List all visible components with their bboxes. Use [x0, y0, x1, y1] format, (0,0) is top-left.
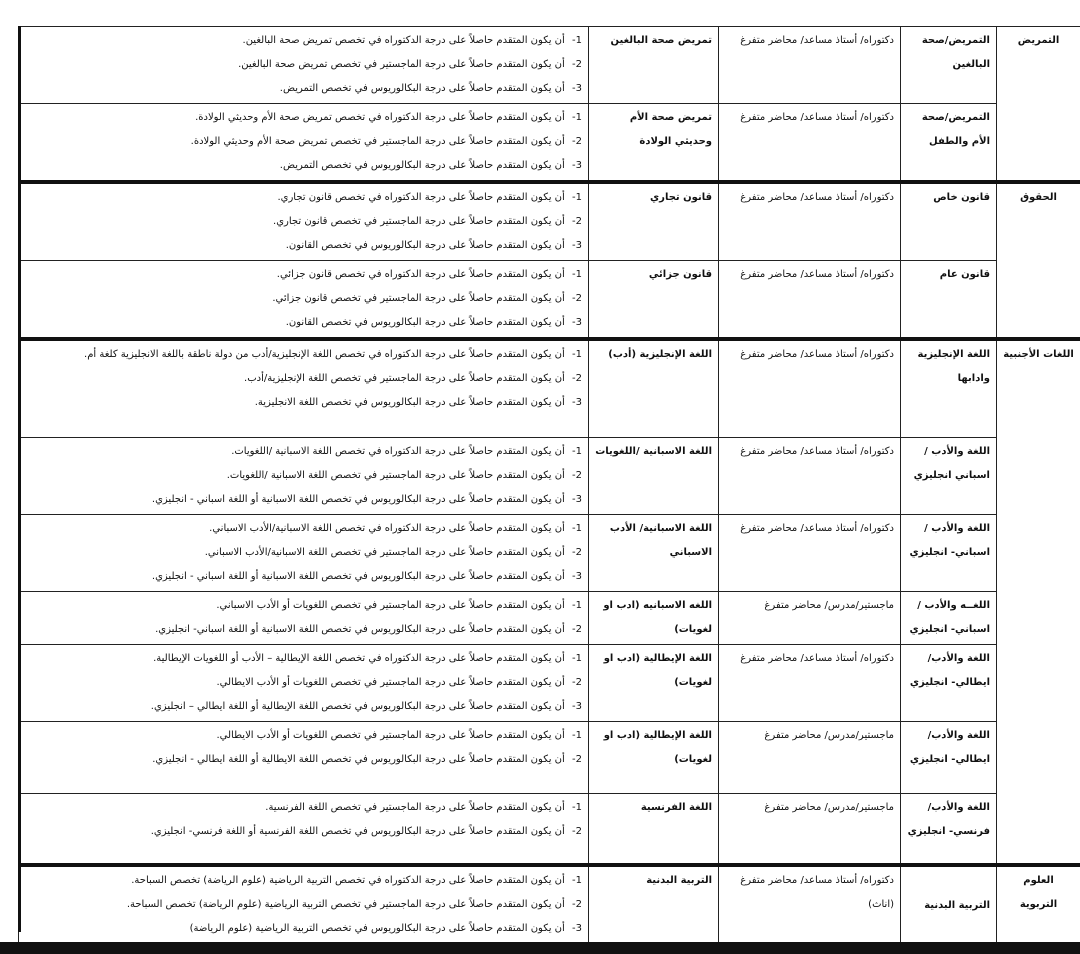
rank-cell: دكتوراه/ أستاذ مساعد/ محاضر متفرغ — [719, 644, 901, 721]
rank-cell: دكتوراه/ أستاذ مساعد/ محاضر متفرغ — [719, 27, 901, 104]
requirements-cell — [19, 27, 589, 104]
requirement-line: 3- أن يكون المتقدم حاصلاً على درجة البكالوريوس في تخصص القانون. — [285, 240, 582, 251]
requirement-line: 3- أن يكون المتقدم حاصلاً على درجة البكالوريوس في تخصص اللغة الاسبانية أو اللغة اسباني - انجليزي. — [151, 570, 582, 582]
requirement-line: 2- أن يكون المتقدم حاصلاً على درجة البكالوريوس في تخصص اللغة الاسبانية أو اللغة اسباني- انجليزي. — [155, 623, 582, 635]
requirements-cell — [19, 591, 589, 644]
requirement-line: 1- أن يكون المتقدم حاصلاً على درجة الدكتوراه في تخصص اللغة الإيطالية – الأدب أو اللغويات الإيطالية. — [153, 652, 582, 664]
department-cell: اللغــه والأدب / اسباني- انجليزي — [901, 591, 997, 644]
specialization-cell: قانون تجاري — [589, 182, 719, 261]
requirement-line: 1- أن يكون المتقدم حاصلاً على درجة الدكتوراه في تخصص تمريض صحة الأم وحديثي الولادة. — [195, 112, 582, 123]
rank-cell: ماجستير/مدرس/ محاضر متفرغ — [719, 591, 901, 644]
requirement-line: 2- أن يكون المتقدم حاصلاً على درجة البكالوريوس في تخصص اللغة الايطالية أو اللغة ايطالي - انجليزي. — [152, 753, 582, 765]
requirement-line: 2- أن يكون المتقدم حاصلاً على درجة الماجستير في تخصص التربية الرياضية (علوم الرياضة) تخصص السباحة. — [126, 899, 582, 910]
requirement-line: 1- أن يكون المتقدم حاصلاً على درجة الدكتوراه في تخصص التربية الرياضية (علوم الرياضة) تخصص السباحة. — [131, 875, 582, 886]
specialization-cell: اللغة الإيطالية (ادب او لغويات) — [589, 644, 719, 721]
requirements-cell — [19, 721, 589, 793]
requirement-line: 3- أن يكون المتقدم حاصلاً على درجة البكالوريوس في تخصص التمريض. — [279, 160, 582, 171]
requirement-line: 3- أن يكون المتقدم حاصلاً على درجة البكالوريوس في تخصص القانون. — [285, 317, 582, 328]
requirements-cell — [19, 261, 589, 340]
department-cell: التربية البدنية — [901, 865, 997, 945]
requirements-table — [18, 26, 1080, 946]
requirements-cell — [19, 644, 589, 721]
requirement-line: 2- أن يكون المتقدم حاصلاً على درجة البكالوريوس في تخصص اللغة الفرنسية أو اللغة فرنسي- انجليزي. — [150, 825, 582, 837]
requirements-cell — [19, 182, 589, 261]
department-cell: اللغة والأدب / اسباني- انجليزي — [901, 514, 997, 591]
table-row — [19, 437, 1080, 514]
rank-cell: دكتوراه/ أستاذ مساعد/ محاضر متفرغ — [719, 261, 901, 340]
page-left-border — [18, 26, 21, 932]
specialization-cell: التربية البدنية — [589, 865, 719, 945]
college-cell: العلوم التربوية — [997, 865, 1080, 945]
table-row — [19, 339, 1080, 437]
requirement-line: 1- أن يكون المتقدم حاصلاً على درجة الدكتوراه في تخصص اللغة الإنجليزية/أدب من دولة ناطقة باللغة الانجليزية كلغة أم. — [84, 349, 582, 360]
page-bottom-bar — [0, 942, 1080, 954]
college-cell: اللغات الأجنبية — [997, 339, 1080, 865]
specialization-cell: اللغة الإنجليزية (أدب) — [589, 339, 719, 437]
requirement-line: 2- أن يكون المتقدم حاصلاً على درجة الماجستير في تخصص قانون تجاري. — [273, 216, 582, 227]
rank-cell: دكتوراه/ أستاذ مساعد/ محاضر متفرغ — [719, 437, 901, 514]
table-row — [19, 27, 1080, 104]
requirement-line: 1- أن يكون المتقدم حاصلاً على درجة الماجستير في تخصص اللغويات أو الأدب الايطالي. — [216, 729, 582, 741]
rank-cell: دكتوراه/ أستاذ مساعد/ محاضر متفرغ — [719, 514, 901, 591]
requirement-line: 2- أن يكون المتقدم حاصلاً على درجة الماجستير في تخصص اللغة الإنجليزية/أدب. — [244, 373, 582, 384]
requirement-line: 2- أن يكون المتقدم حاصلاً على درجة الماجستير في تخصص اللغة الاسبانية/الأدب الاسباني. — [204, 546, 582, 558]
requirement-line: 2- أن يكون المتقدم حاصلاً على درجة الماجستير في تخصص اللغويات أو الأدب الايطالي. — [216, 676, 582, 688]
department-cell: اللغة والأدب/ايطالي- انجليزي — [901, 721, 997, 793]
requirement-line: 1- أن يكون المتقدم حاصلاً على درجة الدكتوراه في تخصص قانون جزائي. — [276, 269, 582, 280]
requirement-line: 3- أن يكون المتقدم حاصلاً على درجة البكالوريوس في تخصص اللغة الانجليزية. — [254, 397, 582, 408]
requirement-line: 3- أن يكون المتقدم حاصلاً على درجة البكالوريوس في تخصص اللغة الإيطالية أو اللغة ايطالي – انجليزي. — [150, 700, 582, 712]
specialization-cell: تمريض صحة البالغين — [589, 27, 719, 104]
rank-cell: دكتوراه/ أستاذ مساعد/ محاضر متفرغ — [719, 182, 901, 261]
table-row — [19, 104, 1080, 183]
requirement-line: 2- أن يكون المتقدم حاصلاً على درجة الماجستير في تخصص قانون جزائي. — [272, 293, 582, 304]
specialization-cell: اللغه الاسبانيه (ادب او لغويات) — [589, 591, 719, 644]
requirements-cell — [19, 793, 589, 865]
department-cell: اللغة والأدب/ايطالي- انجليزي — [901, 644, 997, 721]
college-cell: الحقوق — [997, 182, 1080, 339]
rank-cell: دكتوراه/ أستاذ مساعد/ محاضر متفرغ — [719, 104, 901, 183]
department-cell: التمريض/صحة الأم والطفل — [901, 104, 997, 183]
requirement-line: 1- أن يكون المتقدم حاصلاً على درجة الدكتوراه في تخصص تمريض صحة البالغين. — [242, 35, 582, 46]
requirement-line: 3- أن يكون المتقدم حاصلاً على درجة البكالوريوس في تخصص اللغة الاسبانية أو اللغة اسباني - انجليزي. — [151, 493, 582, 505]
college-cell: التمريض — [997, 27, 1080, 183]
table-row — [19, 514, 1080, 591]
requirements-cell — [19, 104, 589, 183]
specialization-cell: اللغة الإيطالية (ادب او لغويات) — [589, 721, 719, 793]
specialization-cell: تمريض صحة الأم وحديثي الولادة — [589, 104, 719, 183]
department-cell: اللغة والأدب / اسباني انجليزي — [901, 437, 997, 514]
requirement-line: 2- أن يكون المتقدم حاصلاً على درجة الماجستير في تخصص تمريض صحة البالغين. — [238, 59, 582, 70]
requirements-cell — [19, 437, 589, 514]
rank-cell: ماجستير/مدرس/ محاضر متفرغ — [719, 721, 901, 793]
rank-cell: ماجستير/مدرس/ محاضر متفرغ — [719, 793, 901, 865]
requirements-cell — [19, 865, 589, 945]
specialization-cell: اللغة الاسبانية/ الأدب الاسباني — [589, 514, 719, 591]
specialization-cell: اللغة الفرنسية — [589, 793, 719, 865]
rank-cell: دكتوراه/ أستاذ مساعد/ محاضر متفرغ — [719, 339, 901, 437]
department-cell: اللغة الإنجليزية وادابها — [901, 339, 997, 437]
department-cell: اللغة والأدب/فرنسي- انجليزي — [901, 793, 997, 865]
table-row — [19, 591, 1080, 644]
specialization-cell: اللغة الاسبانية /اللغويات — [589, 437, 719, 514]
requirement-line: 1- أن يكون المتقدم حاصلاً على درجة الماجستير في تخصص اللغة الفرنسية. — [265, 801, 582, 813]
table-row — [19, 644, 1080, 721]
specialization-cell: قانون جزائي — [589, 261, 719, 340]
department-cell: قانون خاص — [901, 182, 997, 261]
requirement-line: 3- أن يكون المتقدم حاصلاً على درجة البكالوريوس في تخصص التربية الرياضية (علوم الرياضة) — [189, 923, 582, 934]
requirement-line: 1- أن يكون المتقدم حاصلاً على درجة الماجستير في تخصص اللغويات أو الأدب الاسباني. — [216, 599, 582, 611]
requirement-line: 3- أن يكون المتقدم حاصلاً على درجة البكالوريوس في تخصص التمريض. — [279, 83, 582, 94]
rank-cell: دكتوراه/ أستاذ مساعد/ محاضر متفرغ (اناث) — [719, 865, 901, 945]
requirement-line: 1- أن يكون المتقدم حاصلاً على درجة الدكتوراه في تخصص قانون تجاري. — [277, 192, 582, 203]
requirements-cell — [19, 339, 589, 437]
table-row — [19, 261, 1080, 340]
department-cell: قانون عام — [901, 261, 997, 340]
table-row — [19, 182, 1080, 261]
requirement-line: 1- أن يكون المتقدم حاصلاً على درجة الدكتوراه في تخصص اللغة الاسبانية /اللغويات. — [231, 445, 582, 457]
requirement-line: 2- أن يكون المتقدم حاصلاً على درجة الماجستير في تخصص اللغة الاسبانية /اللغويات. — [226, 469, 582, 481]
requirement-line: 1- أن يكون المتقدم حاصلاً على درجة الدكتوراه في تخصص اللغة الاسبانية/الأدب الاسباني. — [209, 522, 582, 534]
requirements-cell — [19, 514, 589, 591]
requirements-table-frame — [18, 26, 1080, 932]
table-row — [19, 865, 1080, 945]
requirement-line: 2- أن يكون المتقدم حاصلاً على درجة الماجستير في تخصص تمريض صحة الأم وحديثي الولادة. — [190, 136, 582, 147]
table-row — [19, 721, 1080, 793]
table-row — [19, 793, 1080, 865]
department-cell: التمريض/صحة البالغين — [901, 27, 997, 104]
